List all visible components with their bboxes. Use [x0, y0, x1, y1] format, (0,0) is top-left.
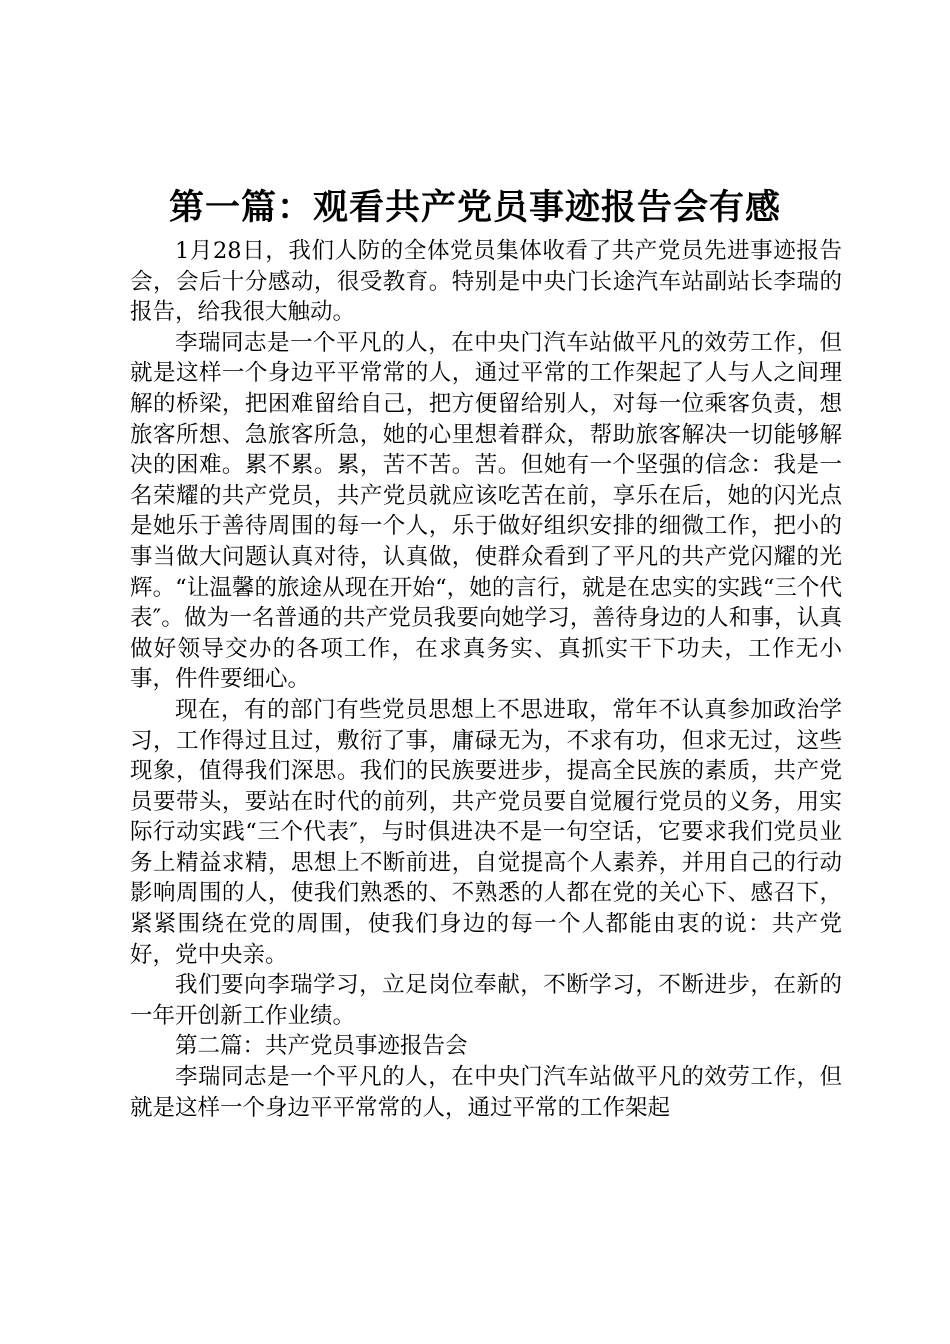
- document-title: 第一篇：观看共产党员事迹报告会有感: [168, 188, 781, 228]
- paragraph-3: 现在，有的部门有些党员思想上不思进取，常年不认真参加政治学习，工作得过且过，敷衍了事，庸碌无为，不求有功，但求无过，这些现象，值得我们深思。我们的民族要进步，提高全民族的素质，共产党员要带头，要站在时代的前列，共产党员要自觉履行党员的义务，用实际行动实践“三个代表″，与时俱进决不是一句空话，它要求我们党员业务上精益求精，思想上不断前进，自觉提高个人素养，并用自己的行动影响周围的人，使我们熟悉的、不熟悉的人都在党的关心下、感召下，紧紧围绕在党的周围，使我们身边的每一个人都能由衷的说：共产党好，党中央亲。: [130, 696, 842, 968]
- paragraph-4: 我们要向李瑞学习，立足岗位奉献，不断学习，不断进步，在新的一年开创新工作业绩。: [130, 972, 842, 1029]
- paragraph-2: 李瑞同志是一个平凡的人，在中央门汽车站做平凡的效劳工作，但就是这样一个身边平平常常的人，通过平常的工作架起了人与人之间理解的桥梁，把困难留给自己，把方便留给别人，对每一位乘客负责，想旅客所想、急旅客所急，她的心里想着群众，帮助旅客解决一切能够解决的困难。累不累。累，苦不苦。苦。但她有一个坚强的信念：我是一名荣耀的共产党员，共产党员就应该吃苦在前，享乐在后，她的闪光点是她乐于善待周围的每一个人，乐于做好组织安排的细微工作，把小的事当做大问题认真对待，认真做，使群众看到了平凡的共产党闪耀的光辉。“让温馨的旅途从现在开始“，她的言行，就是在忠实的实践“三个代表″。做为一名普通的共产党员我要向她学习，善待身边的人和事，认真做好领导交办的各项工作，在求真务实、真抓实干下功夫，工作无小事，件件要细心。: [130, 329, 842, 693]
- paragraph-6: 李瑞同志是一个平凡的人，在中央门汽车站做平凡的效劳工作，但就是这样一个身边平平常常的人，通过平常的工作架起: [130, 1064, 842, 1121]
- section-heading-2: 第二篇：共产党员事迹报告会: [175, 1033, 468, 1060]
- document-body: [130, 236, 842, 1123]
- paragraph-1: 1月28日，我们人防的全体党员集体收看了共产党员先进事迹报告会，会后十分感动，很受教育。特别是中央门长途汽车站副站长李瑞的报告，给我很大触动。: [130, 238, 842, 326]
